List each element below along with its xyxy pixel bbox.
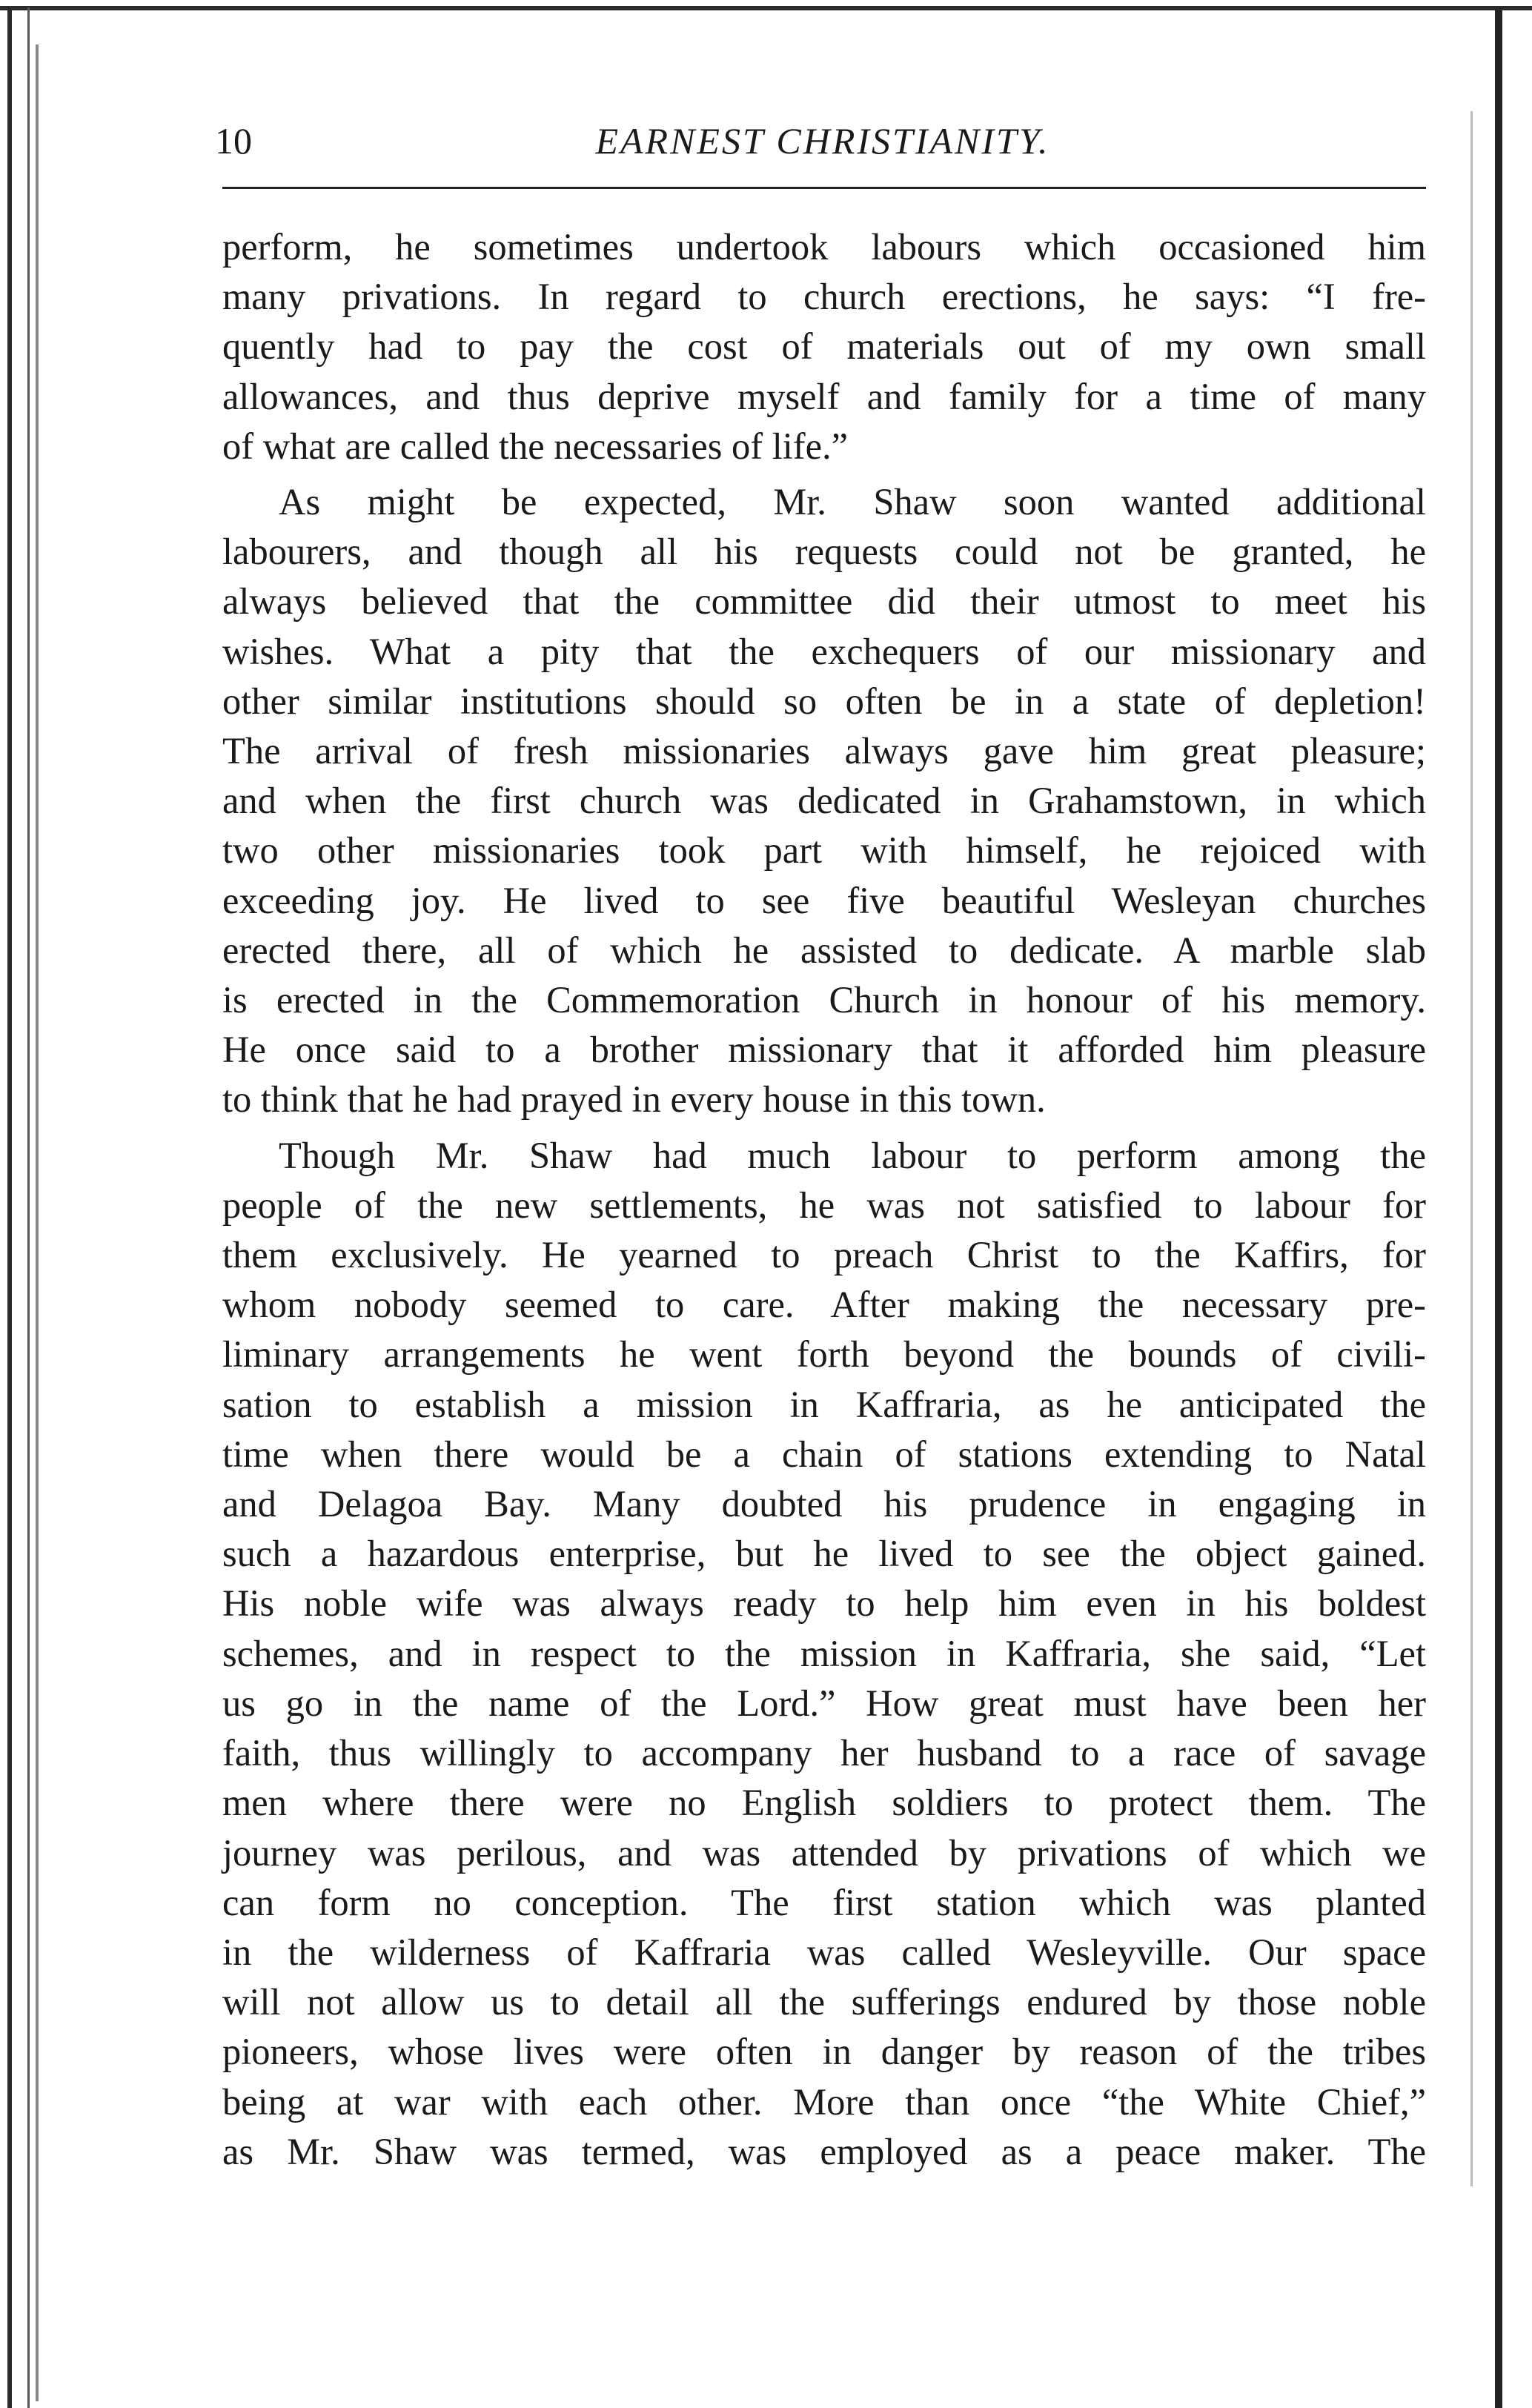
text-line: of what are called the necessaries of life.” xyxy=(222,425,849,467)
text-line: such a hazardous enterprise, but he lived to see the object gained. xyxy=(222,1533,1426,1575)
text-line: allowances, and thus deprive myself and family for a time of many xyxy=(222,375,1426,417)
text-line: always believed that the committee did their utmost to meet his xyxy=(222,580,1426,623)
body-text xyxy=(222,222,1426,2177)
text-line: and when the first church was dedicated in Grahamstown, in which xyxy=(222,780,1426,822)
text-line: will not allow us to detail all the sufferings endured by those noble xyxy=(222,1981,1426,2023)
text-line: men where there were no English soldiers to protect them. The xyxy=(222,1782,1426,1824)
text-line: whom nobody seemed to care. After making the necessary pre- xyxy=(222,1284,1426,1326)
text-line: can form no conception. The first station which was planted xyxy=(222,1881,1426,1923)
text-line: perform, he sometimes undertook labours which occasioned him xyxy=(222,226,1426,268)
text-line: to think that he had prayed in every house in this town. xyxy=(222,1078,1046,1121)
text-line: labourers, and though all his requests could not be granted, he xyxy=(222,531,1426,573)
text-line: being at war with each other. More than once “the White Chief,” xyxy=(222,2080,1426,2123)
page-number: 10 xyxy=(215,120,252,162)
running-head: EARNEST CHRISTIANITY. xyxy=(595,120,1050,162)
scan-edge-left-inner xyxy=(36,44,39,2401)
text-line: As might be expected, Mr. Shaw soon wanted additional xyxy=(279,481,1426,523)
text-line: time when there would be a chain of stations extending to Natal xyxy=(222,1433,1426,1475)
text-line: two other missionaries took part with himself, he rejoiced with xyxy=(222,829,1426,872)
text-line: quently had to pay the cost of materials out of my own small xyxy=(222,325,1426,368)
text-line: wishes. What a pity that the exchequers of our missionary and xyxy=(222,630,1426,672)
text-line: sation to establish a mission in Kaffraria, as he anticipated the xyxy=(222,1383,1426,1425)
text-line: them exclusively. He yearned to preach Christ to the Kaffirs, for xyxy=(222,1234,1426,1276)
text-line: liminary arrangements he went forth beyond the bounds of civili- xyxy=(222,1333,1426,1376)
text-line: schemes, and in respect to the mission in Kaffraria, she said, “Let xyxy=(222,1632,1426,1674)
text-line: Though Mr. Shaw had much labour to perform among the xyxy=(279,1134,1426,1176)
paragraph-1 xyxy=(222,222,1426,471)
scan-edge-right-thin xyxy=(1470,111,1473,2186)
text-line: The arrival of fresh missionaries always gave him great pleasure; xyxy=(222,730,1426,772)
text-line: erected there, all of which he assisted to dedicate. A marble slab xyxy=(222,929,1426,971)
text-line: is erected in the Commemoration Church in honour of his memory. xyxy=(222,979,1426,1021)
paragraph-3 xyxy=(222,1131,1426,2177)
text-line: many privations. In regard to church erections, he says: “I fre- xyxy=(222,276,1426,318)
text-line: exceeding joy. He lived to see five beautiful Wesleyan churches xyxy=(222,879,1426,921)
text-line: He once said to a brother missionary that it afforded him pleasure xyxy=(222,1029,1426,1071)
text-line: other similar institutions should so often be in a state of depletion! xyxy=(222,680,1426,722)
scan-edge-right xyxy=(1495,10,1502,2408)
text-line: pioneers, whose lives were often in danger by reason of the tribes xyxy=(222,2031,1426,2073)
page-header xyxy=(215,117,1430,176)
text-line: and Delagoa Bay. Many doubted his prudence in engaging in xyxy=(222,1483,1426,1525)
text-line: journey was perilous, and was attended by privations of which we xyxy=(222,1831,1426,1874)
scan-edge-left xyxy=(7,7,30,2408)
paragraph-2 xyxy=(222,477,1426,1125)
header-rule xyxy=(222,187,1426,189)
text-line: His noble wife was always ready to help him even in his boldest xyxy=(222,1582,1426,1625)
text-line: in the wilderness of Kaffraria was called Wesleyville. Our space xyxy=(222,1931,1426,1973)
text-line: as Mr. Shaw was termed, was employed as a peace maker. The xyxy=(222,2130,1426,2172)
text-line: people of the new settlements, he was not satisfied to labour for xyxy=(222,1184,1426,1226)
text-line: faith, thus willingly to accompany her husband to a race of savage xyxy=(222,1732,1426,1774)
text-line: us go in the name of the Lord.” How great must have been her xyxy=(222,1682,1426,1724)
scan-edge-top xyxy=(0,6,1532,10)
